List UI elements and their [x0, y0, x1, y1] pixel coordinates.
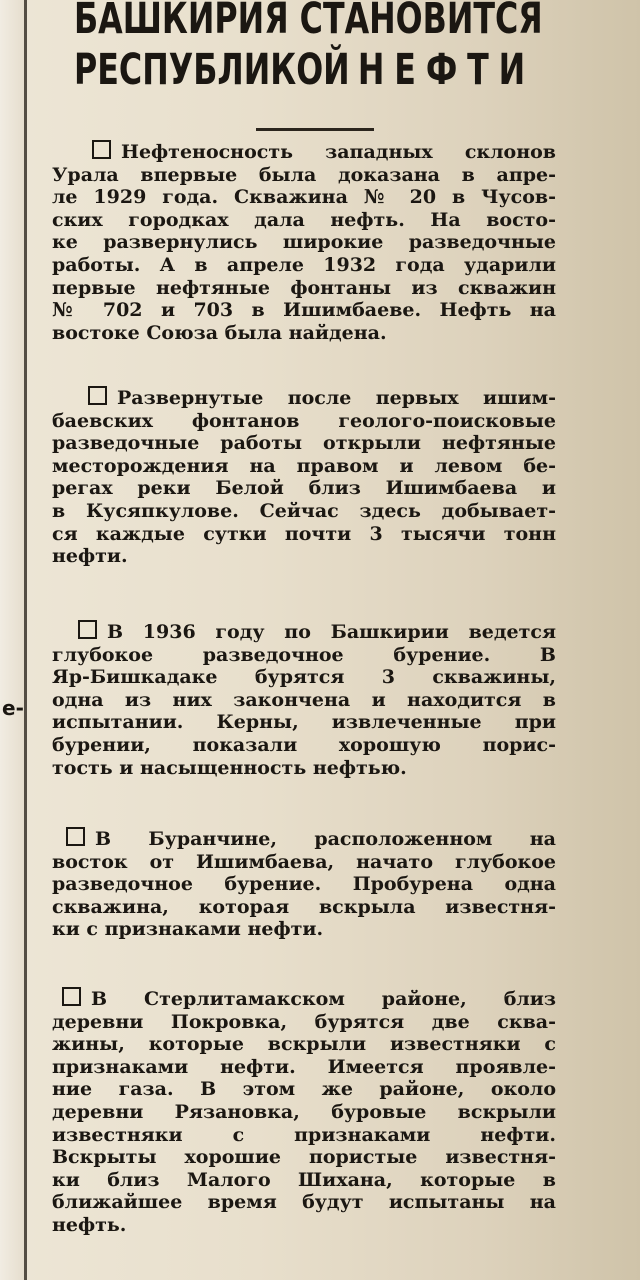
paragraph-line: работы. А в апреле 1932 года ударили	[52, 253, 556, 276]
headline	[74, 0, 554, 96]
headline-line-2a: РЕСПУБЛИКОЙ	[74, 45, 350, 95]
square-bullet-icon	[92, 140, 111, 159]
square-bullet-icon	[88, 386, 107, 405]
paragraph-line: регах реки Белой близ Ишимбаева и	[52, 477, 556, 500]
paragraph-line: испытании. Керны, извлеченные при	[52, 711, 556, 734]
paragraph-5	[52, 987, 556, 1237]
paragraph-lead-text: Нефтеносность западных склонов	[121, 141, 556, 163]
headline-line-2	[74, 44, 535, 96]
paragraph-line: ки с признаками нефти.	[52, 918, 324, 941]
paragraph-line: признаками нефти. Имеется проявле-	[52, 1055, 556, 1078]
paragraph-line: ских городках дала нефть. На восто-	[52, 208, 556, 231]
paragraph-line	[52, 620, 556, 644]
paragraph-line: первые нефтяные фонтаны из скважин	[52, 276, 556, 299]
paragraph-line: № 702 и 703 в Ишимбаеве. Нефть на	[52, 299, 556, 322]
paragraph-line	[52, 987, 556, 1011]
paragraph-line: баевских фонтанов геолого-поисковые	[52, 409, 556, 432]
paragraph-line: восток от Ишимбаева, начато глубокое	[52, 850, 556, 873]
paragraph-line: в Кусяпкулове. Сейчас здесь добывает-	[52, 499, 556, 522]
paragraph-line: нефть.	[52, 1213, 127, 1236]
paragraph-line: разведочные работы открыли нефтяные	[52, 432, 556, 455]
paragraph-line: ки близ Малого Шихана, которые в	[52, 1168, 556, 1191]
paragraph-line: Вскрыты хорошие пористые известня-	[52, 1146, 556, 1169]
page-gutter	[0, 0, 24, 1280]
paragraph-line	[52, 827, 556, 851]
paragraph-line: ние газа. В этом же районе, около	[52, 1078, 556, 1101]
paragraph-lead-text: В Стерлитамакском районе, близ	[91, 988, 556, 1010]
paragraph-lead-text: В Буранчине, расположенном на	[95, 828, 556, 850]
paragraph-line: нефти.	[52, 545, 128, 568]
square-bullet-icon	[78, 620, 97, 639]
adjacent-column-fragment: е-	[2, 696, 24, 720]
paragraph-line: жины, которые вскрыли известняки с	[52, 1033, 556, 1056]
paragraph-3	[52, 620, 556, 779]
paragraph-line: тость и насыщенность нефтью.	[52, 756, 407, 779]
column-rule	[24, 0, 27, 1280]
paragraph-line: ближайшее время будут испытаны на	[52, 1191, 556, 1214]
paragraph-line: деревни Покровка, бурятся две сква-	[52, 1010, 556, 1033]
paragraph-line: ле 1929 года. Скважина № 20 в Чусов-	[52, 186, 556, 209]
paragraph-line: Урала впервые была доказана в апре-	[52, 163, 556, 186]
paragraph-4	[52, 827, 556, 941]
paragraph-line: востоке Союза была найдена.	[52, 321, 387, 344]
paragraph-line: бурении, показали хорошую порис-	[52, 733, 556, 756]
paragraph-line: месторождения на правом и левом бе-	[52, 454, 556, 477]
paragraph-line: Яр-Бишкадаке бурятся 3 скважины,	[52, 666, 556, 689]
paragraph-1	[52, 140, 556, 344]
paragraph-line: деревни Рязановка, буровые вскрыли	[52, 1100, 556, 1123]
paragraph-line	[52, 140, 556, 164]
paragraph-lead-text: Развернутые после первых ишим-	[117, 387, 556, 409]
paragraph-line: известняки с признаками нефти.	[52, 1123, 556, 1146]
paragraph-line: разведочное бурение. Пробурена одна	[52, 873, 556, 896]
paragraph-lead-text: В 1936 году по Башкирии ведется	[107, 621, 556, 643]
paragraph-2	[52, 386, 556, 568]
paragraph-line: одна из них закончена и находится в	[52, 688, 556, 711]
paragraph-line: ся каждые сутки почти 3 тысячи тонн	[52, 522, 556, 545]
square-bullet-icon	[62, 987, 81, 1006]
paragraph-line: глубокое разведочное бурение. В	[52, 643, 556, 666]
headline-divider	[256, 128, 374, 131]
paragraph-line: скважина, которая вскрыла известня-	[52, 895, 556, 918]
square-bullet-icon	[66, 827, 85, 846]
headline-line-1: БАШКИРИЯ СТАНОВИТСЯ	[74, 0, 543, 44]
paragraph-line	[52, 386, 556, 410]
headline-line-2b: НЕФТИ	[357, 45, 535, 95]
paragraph-line: ке развернулись широкие разведочные	[52, 231, 556, 254]
